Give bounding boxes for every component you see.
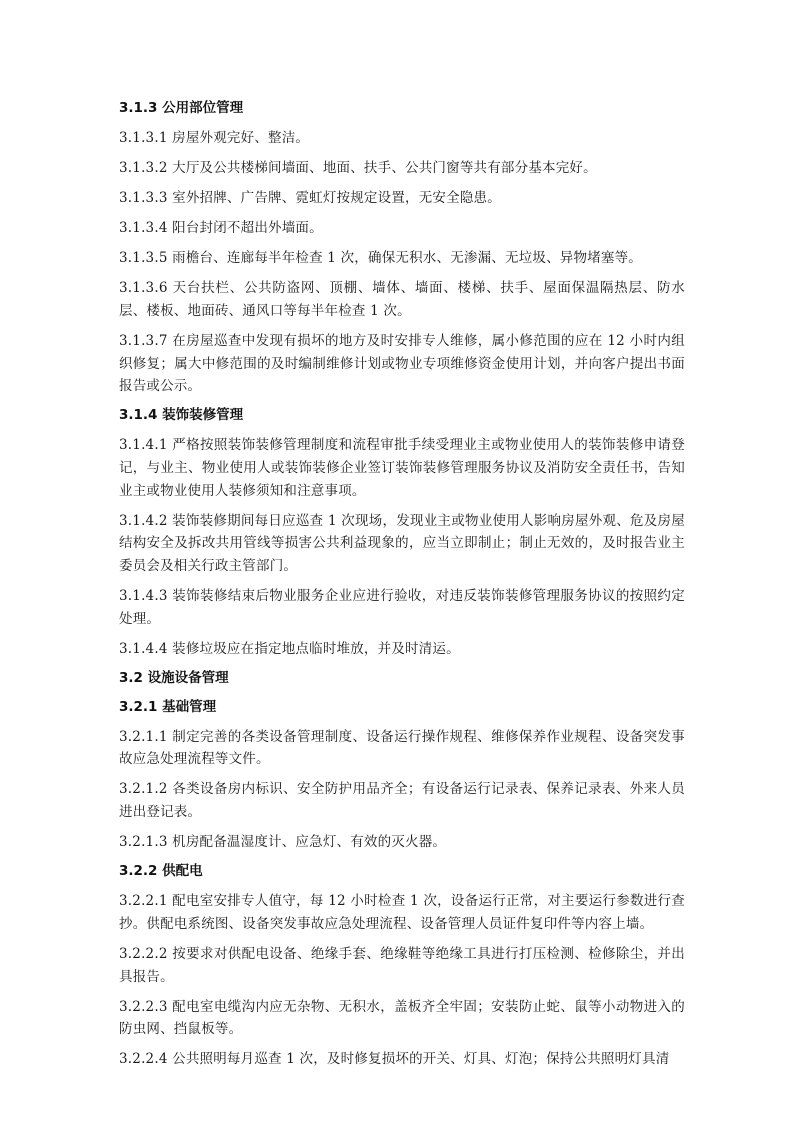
- clause-paragraph: 3.1.3.5 雨檐台、连廊每半年检查 1 次，确保无积水、无渗漏、无垃圾、异物堵塞等。: [119, 250, 642, 267]
- clause-paragraph: 3.2.1.2 各类设备房内标识、安全防护用品齐全；有设备运行记录表、保养记录表、外来人员进出登记表。: [119, 781, 685, 821]
- section-heading: 3.2.1 基础管理: [119, 698, 217, 715]
- clause-paragraph: 3.1.3.1 房屋外观完好、整洁。: [119, 130, 310, 146]
- clause-paragraph: 3.2.2.4 公共照明每月巡查 1 次，及时修复损坏的开关、灯具、灯泡；保持公共照明灯具清: [119, 1051, 670, 1068]
- clause-paragraph: 3.1.3.4 阳台封闭不超出外墙面。: [119, 220, 323, 237]
- clause-paragraph: 3.1.4.4 装修垃圾应在指定地点临时堆放，并及时清运。: [119, 640, 460, 657]
- clause-paragraph: 3.2.2.2 按要求对供配电设备、绝缘手套、绝缘鞋等绝缘工具进行打压检测、检修除尘，并出具报告。: [119, 945, 685, 985]
- clause-paragraph: 3.2.1.3 机房配备温湿度计、应急灯、有效的灭火器。: [119, 834, 447, 851]
- clause-paragraph: 3.2.1.1 制定完善的各类设备管理制度、设备运行操作规程、维修保养作业规程、设备突发事故应急处理流程等文件。: [119, 728, 685, 768]
- clause-paragraph: 3.1.4.2 装饰装修期间每日应巡查 1 次现场，发现业主或物业使用人影响房屋外观、危及房屋结构安全及拆改共用管线等损害公共利益现象的，应当立即制止；制止无效的，及时报告业主委员会及相关行政主管部门。: [119, 512, 685, 574]
- clause-paragraph: 3.2.2.3 配电室电缆沟内应无杂物、无积水，盖板齐全牢固；安装防止蛇、鼠等小动物进入的防虫网、挡鼠板等。: [119, 998, 685, 1038]
- section-heading: 3.1.4 装饰装修管理: [119, 407, 244, 424]
- clause-paragraph: 3.1.3.6 天台扶栏、公共防盗网、顶棚、墙体、墙面、楼梯、扶手、屋面保温隔热层、防水层、楼板、地面砖、通风口等每半年检查 1 次。: [119, 280, 685, 320]
- clause-paragraph: 3.1.3.2 大厅及公共楼梯间墙面、地面、扶手、公共门窗等共有部分基本完好。: [119, 160, 597, 177]
- clause-paragraph: 3.1.3.7 在房屋巡查中发现有损坏的地方及时安排专人维修，属小修范围的应在 12 小时内组织修复；属大中修范围的及时编制维修计划或物业专项维修资金使用计划，并向客户提出书面报告或公示。: [119, 333, 685, 395]
- section-heading: 3.2 设施设备管理: [119, 669, 229, 686]
- section-heading: 3.1.3 公用部位管理: [119, 100, 244, 116]
- clause-paragraph: 3.1.4.1 严格按照装饰装修管理制度和流程审批手续受理业主或物业使用人的装饰装修申请登记，与业主、物业使用人或装饰装修企业签订装饰装修管理服务协议及消防安全责任书，告知业主或物业使用人装修须知和注意事项。: [119, 437, 685, 499]
- document-page: [119, 98, 685, 1078]
- clause-paragraph: 3.2.2.1 配电室安排专人值守，每 12 小时检查 1 次，设备运行正常，对主要运行参数进行查抄。供配电系统图、设备突发事故应急处理流程、设备管理人员证件复印件等内容上墙。: [119, 893, 685, 932]
- clause-paragraph: 3.1.4.3 装饰装修结束后物业服务企业应进行验收，对违反装饰装修管理服务协议的按照约定处理。: [119, 588, 685, 627]
- clause-paragraph: 3.1.3.3 室外招牌、广告牌、霓虹灯按规定设置，无安全隐患。: [119, 190, 501, 207]
- section-heading: 3.2.2 供配电: [119, 863, 203, 880]
